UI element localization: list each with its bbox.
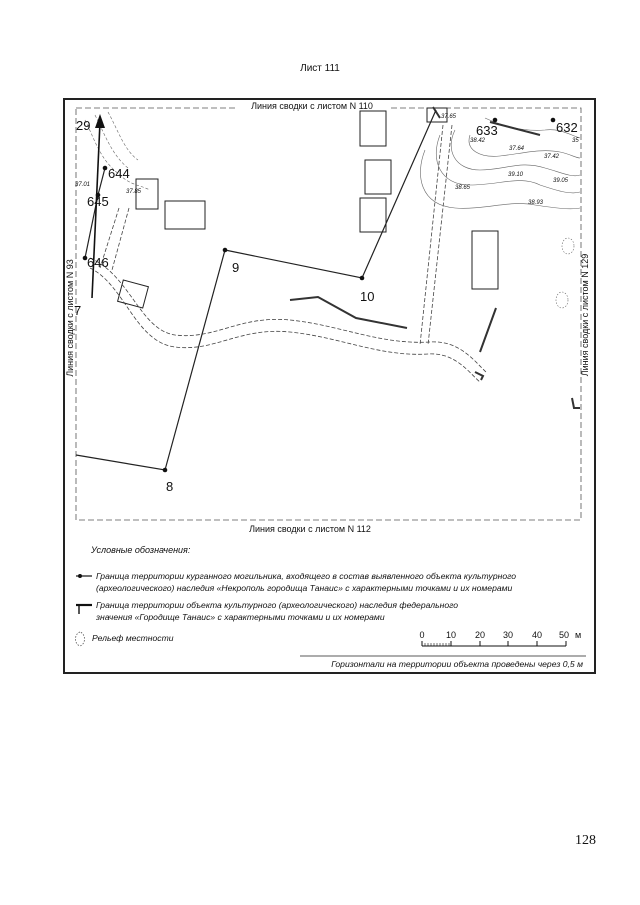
point-label-644: 644 (108, 166, 130, 181)
elevation-mark: 37.01 (75, 182, 91, 188)
kurgan-boundary (76, 110, 436, 470)
relief-symbol-icon (76, 632, 85, 646)
match-line-left: Линия сводки с листом N 93 (65, 259, 75, 377)
legend-item1-line1: Граница территории курганного могильника, входящего в состав выявленного объекта культурного (96, 571, 517, 581)
legend-item2-line1: Граница территории объекта культурного (археологического) наследия федерального (96, 600, 459, 610)
elevation-mark: 37.85 (126, 189, 142, 195)
point-label-645: 645 (87, 194, 109, 209)
building (472, 231, 498, 289)
elevation-mark: 38.93 (528, 200, 544, 206)
scale-tick-label: 50 (558, 630, 570, 640)
elevation-mark: 39.05 (553, 178, 569, 184)
heritage-boundary (290, 107, 580, 408)
elevation-mark: 37.42 (544, 154, 560, 160)
point-label-9: 9 (232, 260, 240, 275)
point-label-633: 633 (476, 123, 498, 138)
building (118, 280, 149, 308)
legend-item3: Рельеф местности (92, 633, 174, 643)
roads (90, 125, 486, 382)
point-label-632: 632 (556, 120, 578, 135)
scale-tick-label: 0 (419, 630, 425, 640)
building (360, 198, 386, 232)
legend-title: Условные обозначения: (91, 545, 191, 555)
scale-tick-label: 40 (531, 630, 543, 640)
legend-item2-line2: значения «Городище Танаис» с характерными точками и их номерами (96, 612, 385, 622)
legend-item1-line2: (археологического) наследия «Некрополь городища Танаис» с характерными точками и их номерами (96, 583, 513, 593)
page-number: 128 (575, 833, 596, 848)
match-line-bottom: Линия сводки с листом N 112 (249, 524, 371, 534)
elevation-mark: 38.65 (455, 185, 471, 191)
match-line-right: Линия сводки с листом N 129 (580, 253, 590, 377)
road-edge (90, 258, 486, 372)
relief-symbols (556, 238, 574, 308)
scale-bar (419, 630, 581, 646)
buildings (118, 108, 498, 308)
point-label-8: 8 (166, 479, 174, 494)
elevation-mark: 39.10 (508, 172, 524, 178)
match-line-border (76, 108, 581, 520)
building (360, 111, 386, 146)
building (165, 201, 205, 229)
scale-unit: м (575, 630, 582, 640)
building (365, 160, 391, 194)
scale-tick-label: 20 (474, 630, 486, 640)
scale-tick-label: 30 (502, 630, 514, 640)
elevation-mark: 37.65 (441, 114, 457, 120)
scale-tick-label: 10 (445, 630, 457, 640)
point-markers (83, 118, 556, 473)
elevation-mark: 38.42 (470, 138, 486, 144)
point-label-29: 29 (76, 118, 91, 133)
point-label-7: 7 (74, 303, 82, 318)
elevation-mark: 35 (572, 138, 579, 144)
elevation-mark: 37.64 (509, 146, 525, 152)
road-edge (90, 268, 480, 382)
road-edge (112, 208, 129, 270)
contour-note: Горизонтали на территории объекта проведены через 0,5 м (331, 659, 583, 669)
point-label-10: 10 (360, 289, 375, 304)
point-label-646: 646 (87, 255, 109, 270)
match-line-top: Линия сводки с листом N 110 (251, 101, 373, 111)
sheet-label: Лист 111 (300, 63, 340, 74)
